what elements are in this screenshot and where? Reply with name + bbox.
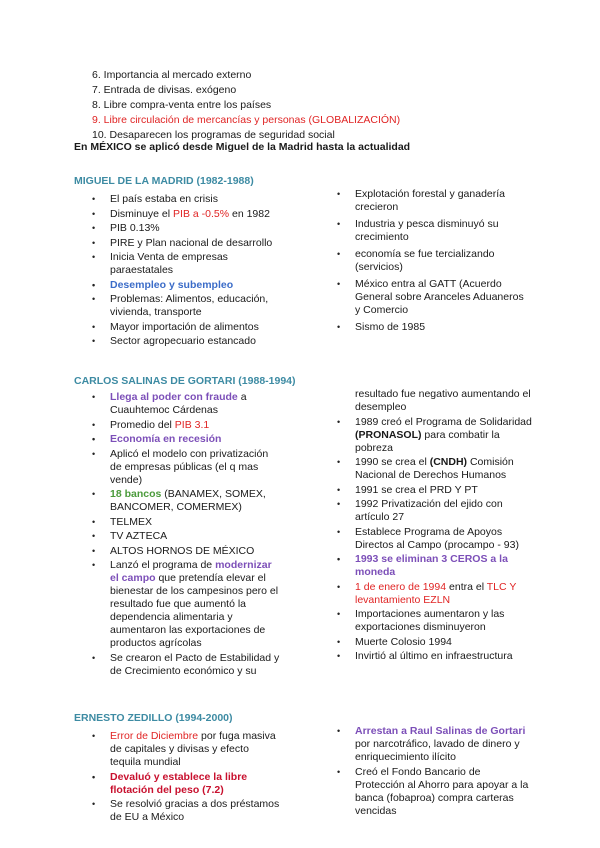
- list-item: • 1990 se crea el (CNDH) Comisión Nacional de Derechos Humanos: [355, 456, 533, 482]
- list-item: • economía se fue tercializando (servicios): [355, 248, 525, 274]
- list-item: • Establece Programa de Apoyos Directos al Campo (procampo - 93): [355, 526, 533, 552]
- list-item: • 1992 Privatización del ejido con artículo 27: [355, 498, 533, 524]
- list-item: • Inicia Venta de empresas paraestatales: [110, 251, 250, 277]
- list-item: • 18 bancos (BANAMEX, SOMEX, BANCOMER, COMERMEX): [110, 488, 282, 514]
- zedillo-left-column: [110, 730, 280, 826]
- list-item: • 1991 se crea el PRD Y PT: [355, 484, 533, 497]
- list-item: • Error de Diciembre por fuga masiva de capitales y divisas y efecto tequila mundial: [110, 730, 280, 769]
- list-item: • Economía en recesión: [110, 433, 282, 446]
- list-item: • PIRE y Plan nacional de desarrollo: [110, 237, 300, 250]
- list-item: • México entra al GATT (Acuerdo General sobre Aranceles Aduaneros y Comercio: [355, 278, 525, 317]
- list-item: • TV AZTECA: [110, 530, 282, 543]
- list-item: • Se resolvió gracias a dos préstamos de EU a México: [110, 798, 280, 824]
- list-item: • Arrestan a Raul Salinas de Gortari por narcotráfico, lavado de dinero y enriquecimiento ilícito: [355, 725, 531, 764]
- list-item: • Sector agropecuario estancado: [110, 335, 300, 348]
- list-item: • Disminuye el PIB a -0.5% en 1982: [110, 208, 300, 221]
- list-item: 8. Libre compra-venta entre los países: [92, 99, 272, 111]
- list-item: • ALTOS HORNOS DE MÉXICO: [110, 545, 282, 558]
- list-item: • Se crearon el Pacto de Estabilidad y de Crecimiento económico y su: [110, 652, 282, 678]
- miguel-left-column: [110, 193, 300, 350]
- section-title-miguel: MIGUEL DE LA MADRID (1982-1988): [74, 175, 254, 187]
- list-item: • Sismo de 1985: [355, 321, 525, 334]
- salinas-left-column: [110, 391, 282, 679]
- list-item: • Invirtió al último en infraestructura: [355, 650, 533, 663]
- list-item: 9. Libre circulación de mercancías y personas (GLOBALIZACIÓN): [92, 114, 401, 126]
- miguel-right-column: [355, 188, 525, 336]
- list-item: • Muerte Colosio 1994: [355, 636, 533, 649]
- list-item: • El país estaba en crisis: [110, 193, 300, 206]
- list-item: • Mayor importación de alimentos: [110, 321, 300, 334]
- list-item: resultado fue negativo aumentando el desempleo: [355, 388, 531, 413]
- list-item: • Lanzó el programa de modernizar el campo que pretendía elevar el bienestar de los campesinos pero el resultado fue que aumentó la dependencia alimentaria y aumentaron las exportaciones de productos agrícolas: [110, 559, 282, 650]
- list-item: • 1989 creó el Programa de Solidaridad (PRONASOL) para combatir la pobreza: [355, 416, 533, 455]
- list-item: • Industria y pesca disminuyó su crecimiento: [355, 218, 525, 244]
- salinas-right-column: [355, 388, 533, 665]
- list-item: • Problemas: Alimentos, educación, vivienda, transporte: [110, 293, 290, 319]
- list-item: 10. Desaparecen los programas de seguridad social: [92, 129, 335, 141]
- list-item: • Devaluó y establece la libre flotación del peso (7.2): [110, 771, 280, 797]
- list-item: • 1 de enero de 1994 entra el TLC Y levantamiento EZLN: [355, 581, 533, 607]
- list-item: • Importaciones aumentaron y las exportaciones disminuyeron: [355, 608, 533, 634]
- list-item: 7. Entrada de divisas. exógeno: [92, 84, 237, 96]
- list-item: • TELMEX: [110, 516, 282, 529]
- list-item: • 1993 se eliminan 3 CEROS a la moneda: [355, 553, 533, 579]
- list-item: • PIB 0.13%: [110, 222, 300, 235]
- list-item: • Aplicó el modelo con privatización de empresas públicas (el q mas vende): [110, 448, 282, 487]
- intro-numbered-list: [92, 68, 552, 143]
- section-title-salinas: CARLOS SALINAS DE GORTARI (1988-1994): [74, 375, 296, 387]
- list-item: • Llega al poder con fraude a Cuauhtemoc Cárdenas: [110, 391, 282, 417]
- list-item: • Creó el Fondo Bancario de Protección al Ahorro para apoyar a la banca (fobaproa) compra carteras vencidas: [355, 766, 531, 818]
- list-item: • Desempleo y subempleo: [110, 279, 300, 292]
- section-title-zedillo: ERNESTO ZEDILLO (1994-2000): [74, 712, 233, 724]
- list-item: 6. Importancia al mercado externo: [92, 69, 252, 81]
- list-item: • Promedio del PIB 3.1: [110, 419, 282, 432]
- zedillo-right-column: [355, 725, 531, 819]
- list-item: • Explotación forestal y ganadería crecieron: [355, 188, 525, 214]
- mexico-statement: En MÉXICO se aplicó desde Miguel de la Madrid hasta la actualidad: [74, 141, 411, 153]
